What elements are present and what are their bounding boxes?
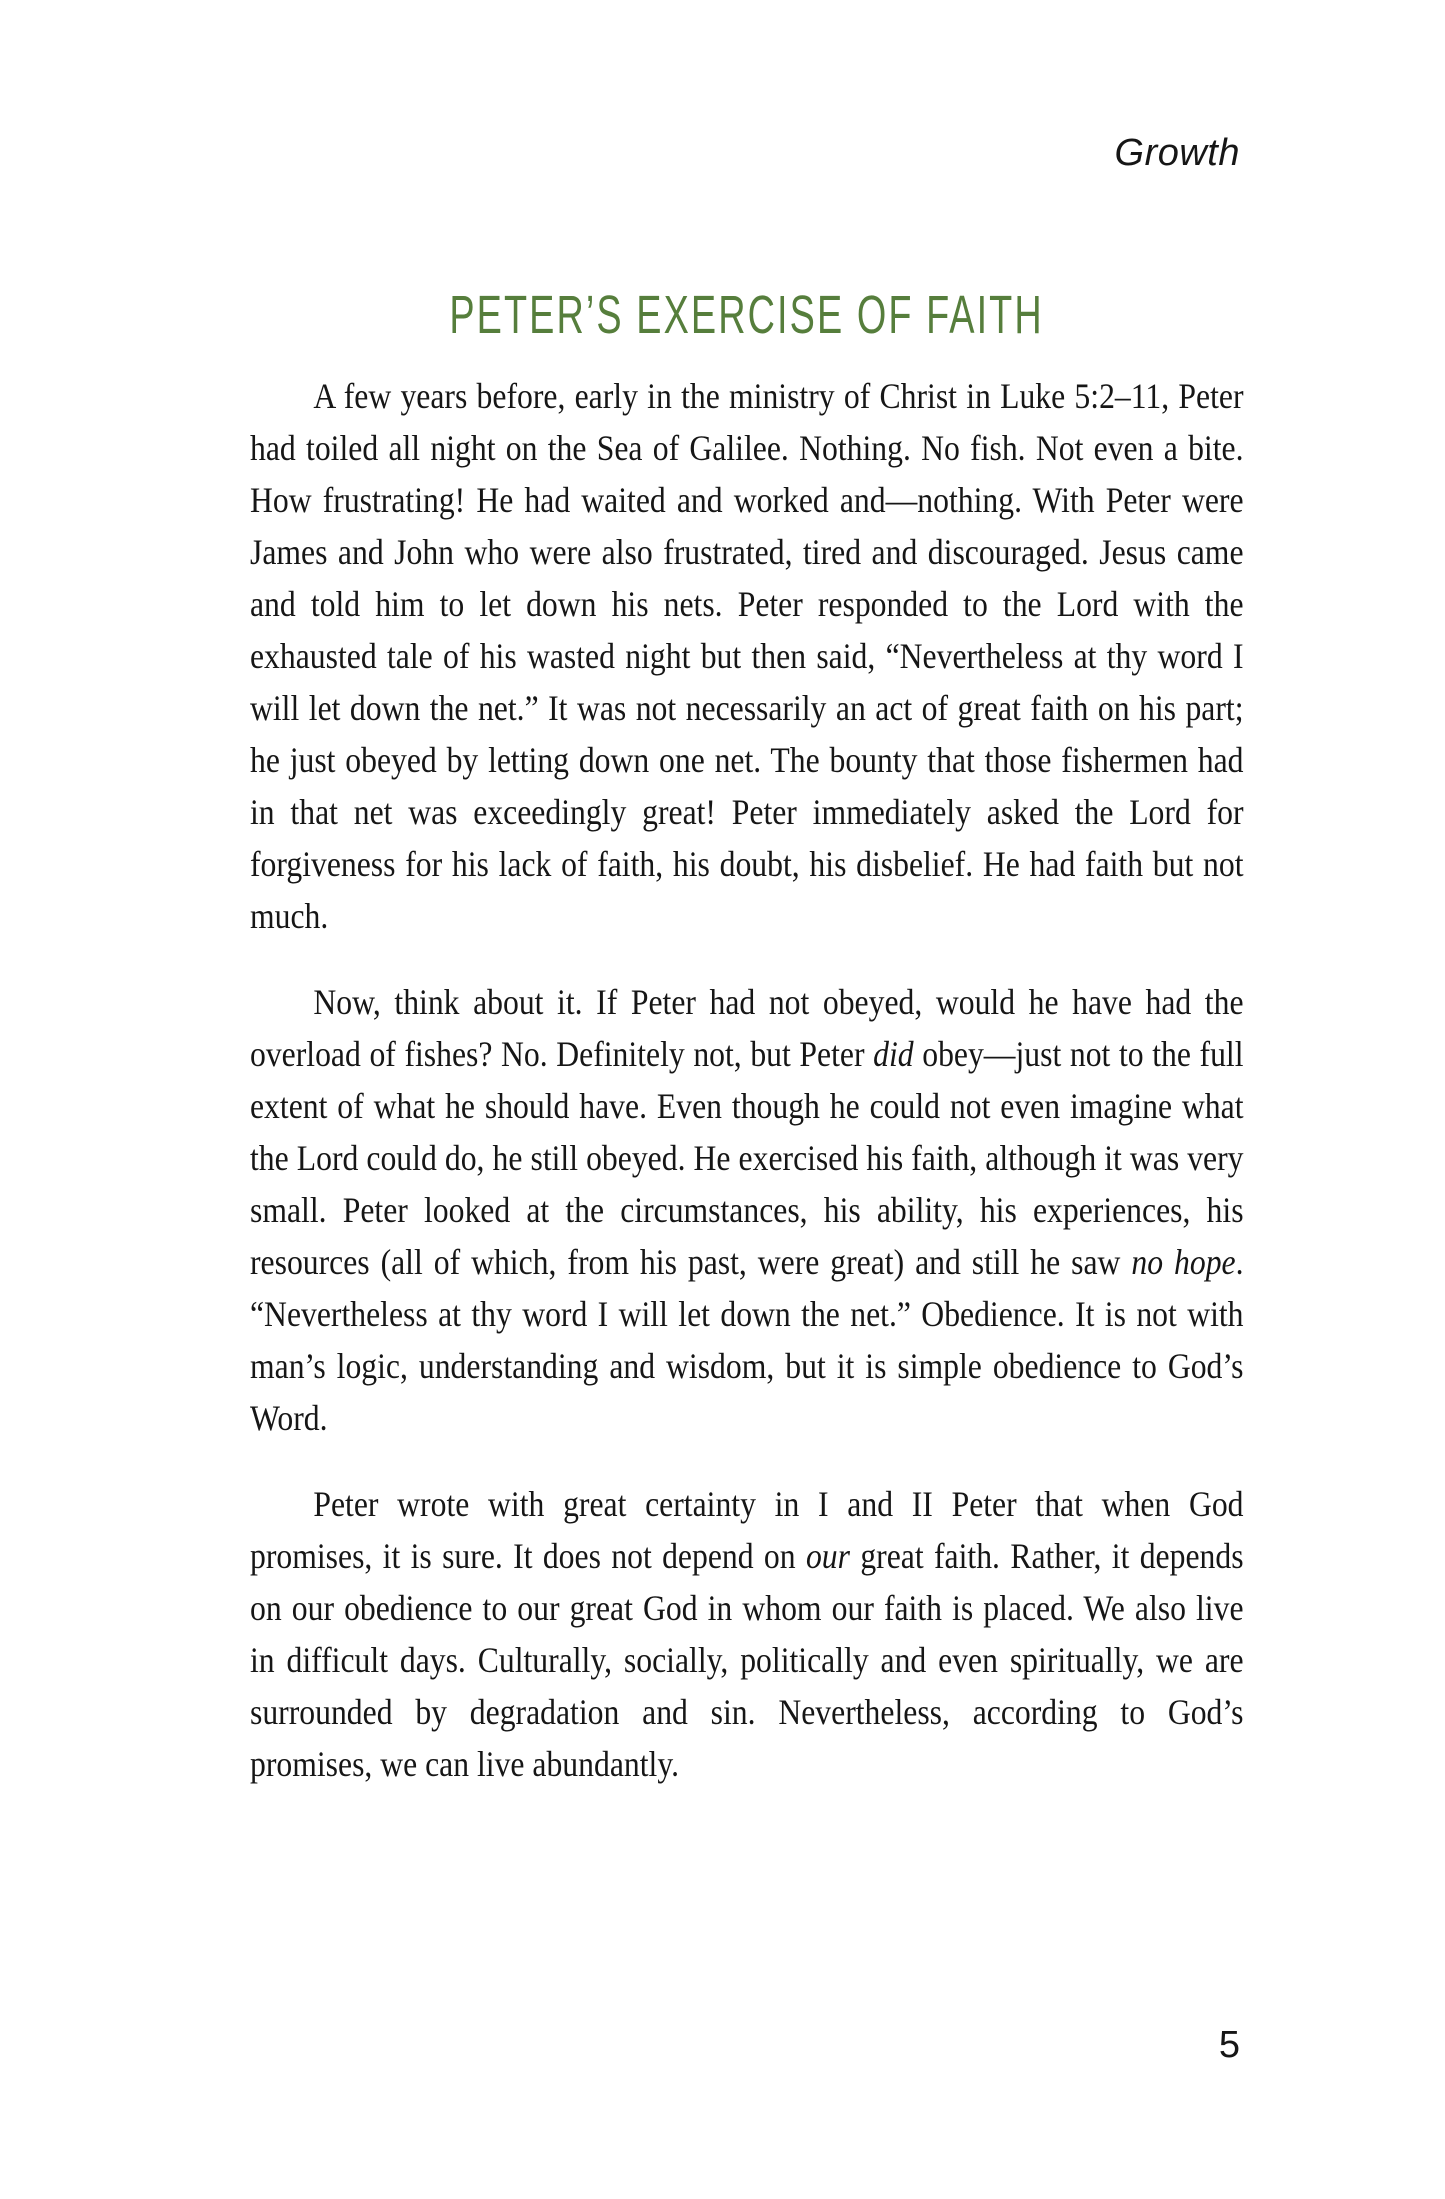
emphasized-text: our	[805, 1536, 850, 1576]
body-paragraphs	[250, 370, 1244, 1790]
text-run: Peter wrote with great certainty in I and II Peter that when God promises, it is sure. It does not depend on	[250, 1484, 1244, 1576]
text-run: Now, think about it. If Peter had not obeyed, would he have had the overload of fishes? No. Definitely not, but Peter	[250, 982, 1244, 1074]
text-run: A few years before, early in the ministry of Christ in Luke 5:2–11, Peter had toiled all night on the Sea of Galilee. Nothing. No fish. Not even a bite. How frustrating! He had waited and worked and—nothing. With Peter were James and John who were also frustrated, tired and discouraged. Jesus came and told him to let down his nets. Peter responded to the Lord with the exhausted tale of his wasted night but then said, “Nevertheless at thy word I will let down the net.” It was not necessarily an act of great faith on his part; he just obeyed by letting down one net. The bounty that those fishermen had in that net was exceedingly great! Peter immediately asked the Lord for forgiveness for his lack of faith, his doubt, his disbelief. He had faith but not much.	[250, 376, 1244, 936]
paragraph	[250, 976, 1244, 1444]
text-run: obey—just not to the full extent of what he should have. Even though he could not even imagine what the Lord could do, he still obeyed. He exercised his faith, although it was very small. Peter looked at the circumstances, his ability, his experiences, his resources (all of which, from his past, were great) and still he saw	[250, 1034, 1244, 1282]
page-number: 5	[1218, 2024, 1240, 2066]
section-title	[250, 285, 1243, 345]
emphasized-text: no hope	[1131, 1242, 1236, 1282]
paragraph	[250, 370, 1244, 942]
section-title-text: PETER’S EXERCISE OF FAITH	[449, 285, 1044, 345]
emphasized-text: did	[873, 1034, 914, 1074]
text-run: great faith. Rather, it depends on our obedience to our great God in whom our faith is placed. We also live in difficult days. Culturally, socially, politically and even spiritually, we are surrounded by degradation and sin. Nevertheless, according to God’s promises, we can live abundantly.	[250, 1536, 1244, 1784]
running-header: Growth	[1114, 132, 1240, 174]
text-run: . “Nevertheless at thy word I will let down the net.” Obedience. It is not with man’s logic, understanding and wisdom, but it is simple obedience to God’s Word.	[250, 1242, 1244, 1438]
paragraph	[250, 1478, 1244, 1790]
